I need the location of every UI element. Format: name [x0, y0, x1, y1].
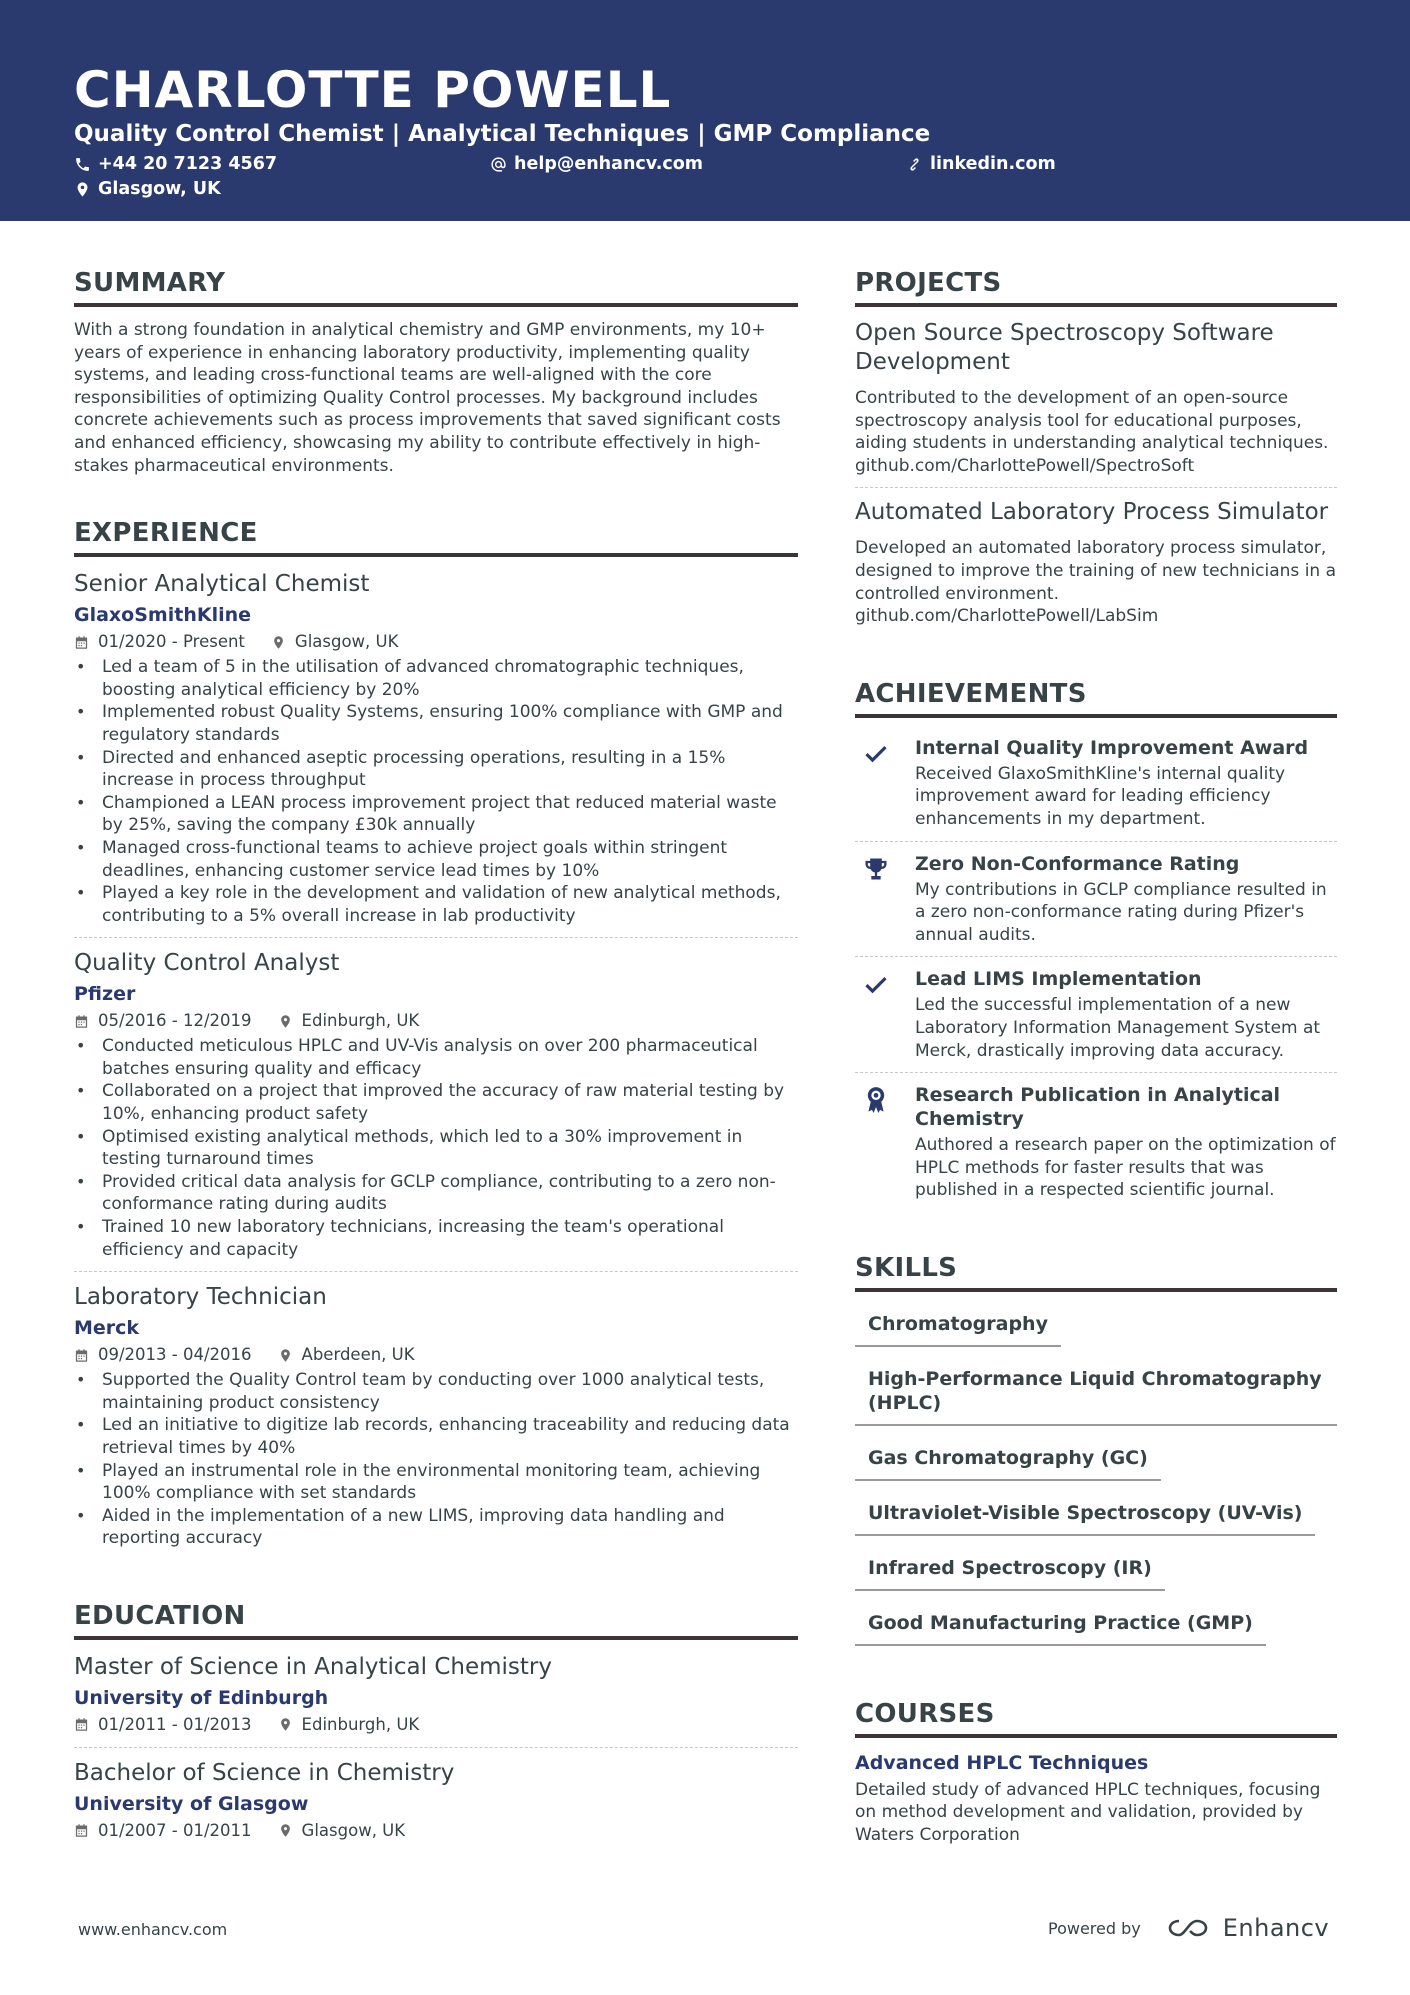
bullet-item: • Supported the Quality Control team by conducting over 1000 analytical tests, maintaining product consistency	[74, 1369, 798, 1414]
contact-location	[74, 177, 221, 201]
bullet-item: • Led a team of 5 in the utilisation of advanced chromatographic techniques, boosting analytical efficiency by 20%	[74, 656, 798, 701]
job-meta	[74, 1343, 798, 1367]
location-pin-icon	[278, 1348, 293, 1363]
achievement-description: Received GlaxoSmithKline's internal quality improvement award for leading efficiency enhancements in my department.	[915, 763, 1286, 829]
course-description: Detailed study of advanced HPLC techniques, focusing on method development and validation, provided by Waters Corporation	[855, 1779, 1321, 1846]
enhancv-logo-icon	[1167, 1916, 1213, 1940]
award-ribbon-icon	[862, 1086, 890, 1114]
bullet-item: • Collaborated on a project that improved the accuracy of raw material testing by 10%, enhancing product safety	[74, 1080, 798, 1125]
calendar-icon	[74, 1823, 89, 1838]
education-section	[74, 1598, 798, 1853]
footer-website[interactable]: www.enhancv.com	[78, 1920, 228, 1939]
bullet-item: • Played an instrumental role in the environmental monitoring team, achieving 100% compliance with set standards	[74, 1460, 798, 1505]
degree-title: Master of Science in Analytical Chemistry	[74, 1653, 552, 1680]
footer-branding	[1048, 1914, 1329, 1942]
achievement-entry	[855, 956, 1337, 1072]
location-pin-icon	[271, 635, 286, 650]
left-column	[74, 265, 798, 1891]
achievement-title: Lead LIMS Implementation	[915, 968, 1202, 991]
skills-list	[855, 1304, 1337, 1658]
achievement-description: My contributions in GCLP compliance resulted in a zero non-conformance rating during Pfizer's annual audits.	[915, 879, 1327, 945]
school-name: University of Glasgow	[74, 1792, 309, 1815]
job-role: Quality Control Analyst	[74, 950, 340, 977]
job-bullets	[74, 1035, 798, 1261]
skill-tag: Infrared Spectroscopy (IR)	[855, 1548, 1165, 1591]
job-location: Glasgow, UK	[294, 632, 399, 652]
achievement-title: Zero Non-Conformance Rating	[915, 852, 1240, 875]
skill-tag: Good Manufacturing Practice (GMP)	[855, 1603, 1266, 1646]
achievement-entry	[855, 841, 1337, 957]
project-description: Developed an automated laboratory process simulator, designed to improve the training of new technicians in a controlled environment. github.com/CharlottePowell/LabSim	[855, 538, 1337, 627]
section-title-courses: COURSES	[855, 1696, 1337, 1738]
degree-title: Bachelor of Science in Chemistry	[74, 1759, 455, 1786]
job-dates: 01/2020 - Present	[98, 632, 245, 652]
bullet-item: • Played a key role in the development and validation of new analytical methods, contributing to a 5% overall increase in lab productivity	[74, 882, 798, 927]
course-title: Advanced HPLC Techniques	[855, 1751, 1149, 1774]
linkedin-text: linkedin.com	[930, 154, 1056, 174]
bullet-item: • Managed cross-functional teams to achieve project goals within stringent deadlines, enhancing customer service lead times by 10%	[74, 837, 798, 882]
project-entry	[855, 319, 1337, 487]
bullet-item: • Aided in the implementation of a new LIMS, improving data handling and reporting accuracy	[74, 1505, 798, 1550]
job-bullets	[74, 656, 798, 927]
candidate-title: Quality Control Chemist | Analytical Techniques | GMP Compliance	[74, 121, 931, 147]
job-dates: 09/2013 - 04/2016	[98, 1345, 252, 1365]
summary-section	[74, 265, 798, 477]
bullet-item: • Directed and enhanced aseptic processing operations, resulting in a 15% increase in process throughput	[74, 747, 798, 792]
education-location: Glasgow, UK	[301, 1820, 406, 1840]
skill-tag: Chromatography	[855, 1304, 1061, 1347]
education-dates: 01/2011 - 01/2013	[98, 1714, 252, 1734]
location-text: Glasgow, UK	[98, 179, 221, 199]
job-role: Senior Analytical Chemist	[74, 571, 370, 598]
company-name: GlaxoSmithKline	[74, 604, 252, 627]
job-meta	[74, 630, 798, 654]
section-title-projects: PROJECTS	[855, 265, 1337, 307]
education-entry	[74, 1747, 798, 1853]
calendar-icon	[74, 635, 89, 650]
job-role: Laboratory Technician	[74, 1284, 327, 1311]
skill-tag: High-Performance Liquid Chromatography (HPLC)	[855, 1359, 1337, 1426]
project-description: Contributed to the development of an open-source spectroscopy analysis tool for educational purposes, aiding students in understanding analytical techniques. github.com/CharlottePowell/SpectroSoft	[855, 388, 1329, 476]
contact-phone[interactable]	[74, 152, 277, 176]
powered-by-text: Powered by	[1048, 1918, 1141, 1938]
project-title: Open Source Spectroscopy Software Development	[855, 320, 1274, 375]
link-icon	[906, 156, 923, 173]
section-title-skills: SKILLS	[855, 1250, 1337, 1292]
location-pin-icon	[74, 181, 91, 198]
experience-entry	[74, 569, 798, 937]
job-meta	[74, 1009, 798, 1033]
check-icon	[862, 739, 890, 767]
achievement-description: Authored a research paper on the optimization of HPLC methods for faster results that was published in a respected scientific journal.	[915, 1135, 1336, 1201]
achievement-title: Research Publication in Analytical Chemistry	[915, 1084, 1281, 1131]
education-meta	[74, 1819, 798, 1843]
summary-text: With a strong foundation in analytical chemistry and GMP environments, my 10+ years of experience in enhancing laboratory productivity, implementing quality systems, and leading cross-functional teams are well-aligned with the core responsibilities of optimizing Quality Control processes. My background includes concrete achievements such as process improvements that saved significant costs and enhanced efficiency, showcasing my ability to contribute effectively in high-stakes pharmaceutical environments.	[74, 320, 781, 476]
achievement-entry	[855, 730, 1337, 841]
project-entry	[855, 487, 1337, 637]
skill-tag: Gas Chromatography (GC)	[855, 1438, 1161, 1481]
skills-section	[855, 1250, 1337, 1658]
trophy-icon	[862, 855, 890, 883]
header-banner	[0, 0, 1410, 221]
section-title-achievements: ACHIEVEMENTS	[855, 676, 1337, 718]
achievement-title: Internal Quality Improvement Award	[915, 736, 1309, 759]
job-location: Edinburgh, UK	[301, 1011, 420, 1031]
phone-text: +44 20 7123 4567	[98, 154, 278, 174]
education-location: Edinburgh, UK	[301, 1714, 420, 1734]
company-name: Pfizer	[74, 983, 136, 1006]
section-title-summary: SUMMARY	[74, 265, 798, 307]
calendar-icon	[74, 1717, 89, 1732]
job-bullets	[74, 1369, 798, 1550]
email-text: help@enhancv.com	[514, 154, 704, 174]
education-entry	[74, 1652, 798, 1747]
project-title: Automated Laboratory Process Simulator	[855, 499, 1329, 526]
phone-icon	[74, 156, 91, 173]
location-pin-icon	[278, 1717, 293, 1732]
school-name: University of Edinburgh	[74, 1686, 329, 1709]
section-title-experience: EXPERIENCE	[74, 515, 798, 557]
skill-tag: Ultraviolet-Visible Spectroscopy (UV-Vis)	[855, 1493, 1315, 1536]
bullet-item: • Conducted meticulous HPLC and UV-Vis analysis on over 200 pharmaceutical batches ensuring quality and efficacy	[74, 1035, 798, 1080]
achievements-section	[855, 676, 1337, 1212]
contact-email[interactable]	[490, 152, 703, 176]
experience-entry	[74, 937, 798, 1271]
bullet-item: • Implemented robust Quality Systems, ensuring 100% compliance with GMP and regulatory standards	[74, 701, 798, 746]
education-meta	[74, 1713, 798, 1737]
achievement-entry	[855, 1072, 1337, 1212]
brand-logo[interactable]	[1167, 1914, 1329, 1942]
education-dates: 01/2007 - 01/2011	[98, 1820, 252, 1840]
job-dates: 05/2016 - 12/2019	[98, 1011, 252, 1031]
bullet-item: • Championed a LEAN process improvement project that reduced material waste by 25%, saving the company £30k annually	[74, 792, 798, 837]
check-icon	[862, 970, 890, 998]
bullet-item: • Led an initiative to digitize lab records, enhancing traceability and reducing data retrieval times by 40%	[74, 1414, 798, 1459]
calendar-icon	[74, 1348, 89, 1363]
projects-section	[855, 265, 1337, 638]
candidate-name: CHARLOTTE POWELL	[74, 61, 672, 119]
section-title-education: EDUCATION	[74, 1598, 798, 1640]
bullet-item: • Optimised existing analytical methods, which led to a 30% improvement in testing turnaround times	[74, 1126, 798, 1171]
job-location: Aberdeen, UK	[301, 1345, 415, 1365]
location-pin-icon	[278, 1014, 293, 1029]
experience-section	[74, 515, 798, 1560]
calendar-icon	[74, 1014, 89, 1029]
brand-name: Enhancv	[1222, 1914, 1330, 1942]
right-column	[855, 265, 1337, 1885]
bullet-item: • Provided critical data analysis for GCLP compliance, contributing to a zero non-conformance rating during audits	[74, 1171, 798, 1216]
contact-linkedin[interactable]	[906, 152, 1056, 176]
company-name: Merck	[74, 1317, 140, 1340]
experience-entry	[74, 1271, 798, 1560]
achievement-description: Led the successful implementation of a new Laboratory Information Management System at Merck, drastically improving data accuracy.	[915, 995, 1321, 1061]
at-icon	[490, 156, 507, 173]
location-pin-icon	[278, 1823, 293, 1838]
courses-section	[855, 1696, 1337, 1847]
bullet-item: • Trained 10 new laboratory technicians, increasing the team's operational efficiency and capacity	[74, 1216, 798, 1261]
